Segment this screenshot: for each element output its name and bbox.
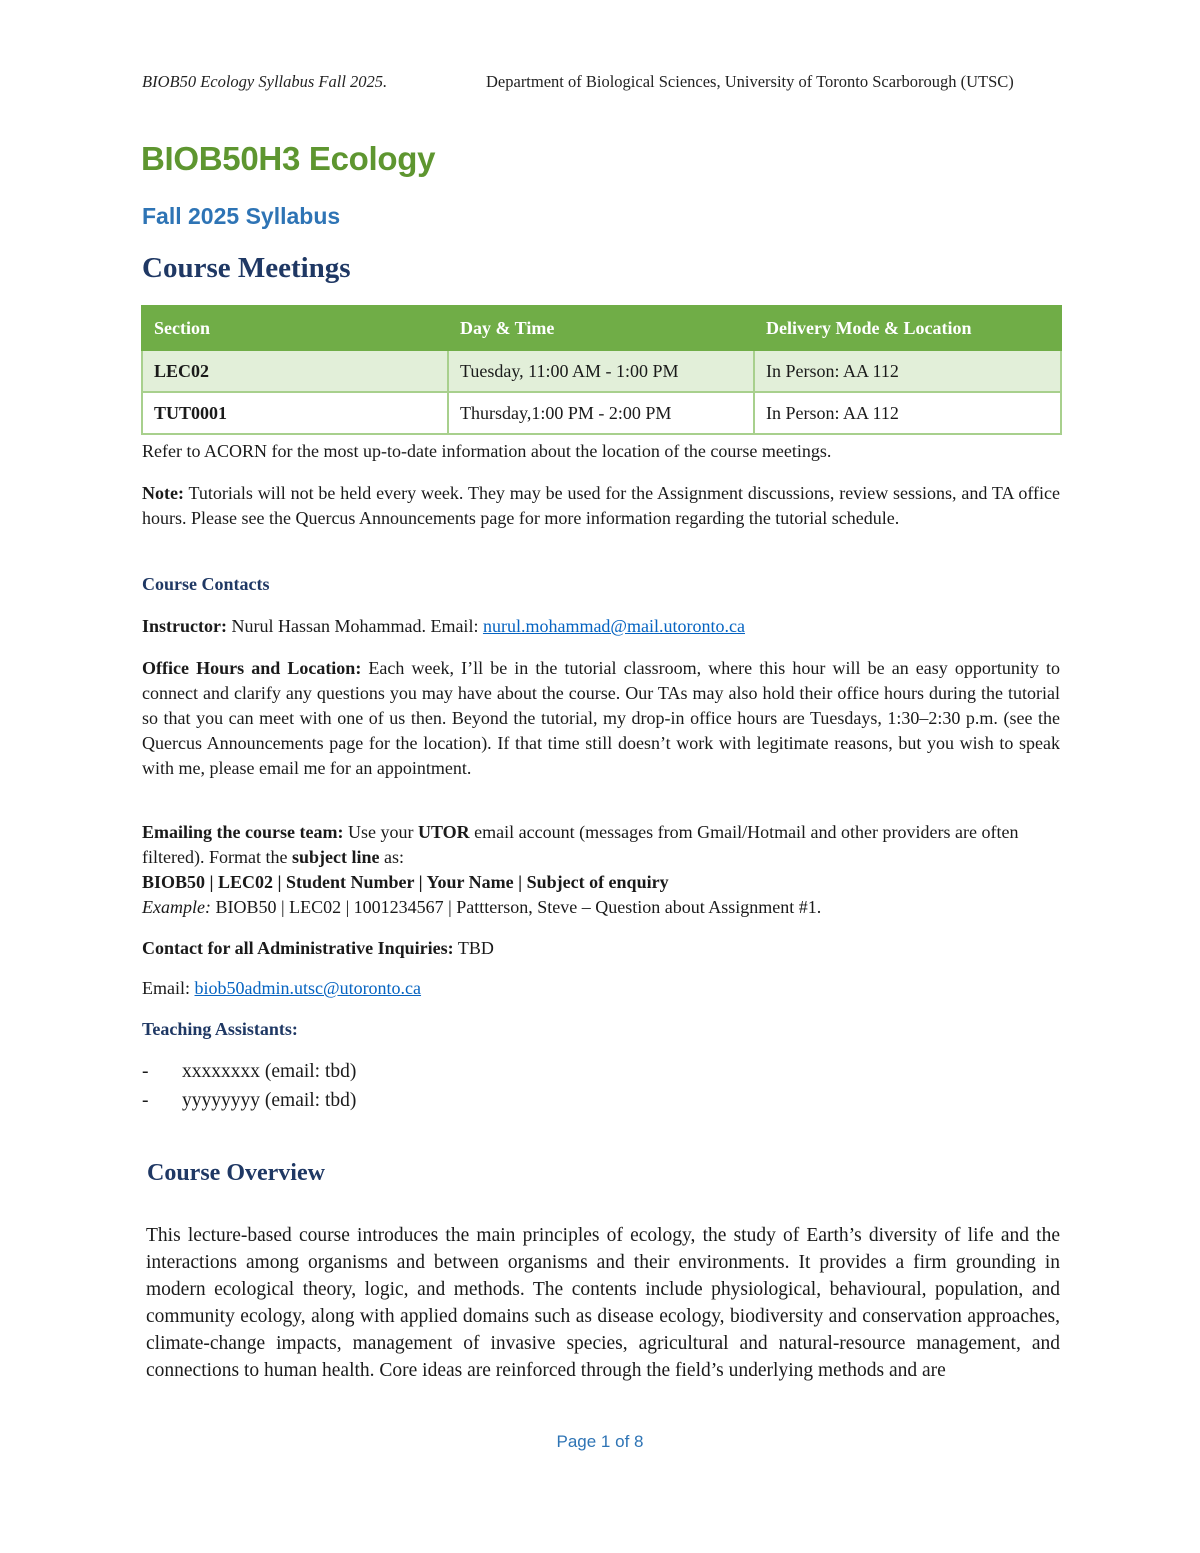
- tutorial-note: [142, 481, 1060, 531]
- column-header-delivery: Delivery Mode & Location: [754, 306, 1061, 350]
- admin-label: Contact for all Administrative Inquiries:: [142, 938, 454, 958]
- list-item: [142, 1057, 356, 1086]
- document-subtitle: Fall 2025 Syllabus: [142, 203, 341, 229]
- emailing-text: email account (messages from Gmail/Hotmail and other providers are often filtered). Format the: [142, 822, 1019, 867]
- cell-day-time: Tuesday, 11:00 AM - 1:00 PM: [448, 350, 754, 392]
- header-department: Department of Biological Sciences, University of Toronto Scarborough (UTSC): [486, 72, 1014, 91]
- page-footer: [0, 1432, 1200, 1452]
- table-row: [142, 350, 1061, 392]
- course-meetings-table: [141, 305, 1062, 435]
- office-hours-text: Each week, I’ll be in the tutorial classroom, where this hour will be an easy opportunity to connect and clarify any questions you may have about the course. Our TAs may also hold their office hours during the tutorial so that you can meet with one of us then. Beyond the tutorial, my drop-in office hours are Tuesdays, 1:30–2:30 p.m. (see the Quercus Announcements page for the location). If that time still doesn’t work with legitimate reasons, but you wish to speak with me, please email me for an appointment.: [142, 658, 1061, 778]
- acorn-note: Refer to ACORN for the most up-to-date information about the location of the course meetings.: [142, 441, 832, 461]
- column-header-section: Section: [142, 306, 448, 350]
- admin-email-line: [142, 976, 1060, 1001]
- admin-email-label: Email:: [142, 978, 195, 998]
- list-item: [142, 1086, 356, 1115]
- course-meetings-heading: Course Meetings: [142, 252, 351, 284]
- teaching-assistants-list: [142, 1057, 356, 1115]
- table-row: [142, 392, 1061, 434]
- emailing-text: as:: [379, 847, 404, 867]
- cell-section: LEC02: [142, 350, 448, 392]
- emailing-text: Use your: [343, 822, 418, 842]
- note-label: Note:: [142, 483, 184, 503]
- example-text: BIOB50 | LEC02 | 1001234567 | Pattterson, Steve – Question about Assignment #1.: [210, 897, 822, 917]
- ta-entry: yyyyyyyy (email: tbd): [182, 1090, 357, 1111]
- subject-format: BIOB50 | LEC02 | Student Number | Your Name | Subject of enquiry: [142, 872, 669, 892]
- utor-label: UTOR: [417, 822, 470, 842]
- course-overview-paragraph: This lecture-based course introduces the main principles of ecology, the study of Earth’s diversity of life and the interactions among organisms and between organisms and their environments. It provides a firm grounding in modern ecological theory, logic, and methods. The contents include physiological, behavioural, population, and community ecology, along with applied domains such as disease ecology, biodiversity and conservation approaches, climate-change impacts, management of invasive species, agricultural and natural-resource management, and connections to human health. Core ideas are reinforced through the field’s underlying methods and are: [146, 1225, 1060, 1381]
- page-word: Page: [556, 1432, 597, 1451]
- subject-line-label: subject line: [291, 847, 380, 867]
- list-dash: -: [142, 1090, 149, 1111]
- instructor-text: Nurul Hassan Mohammad. Email:: [226, 616, 483, 636]
- table-header-row: [142, 306, 1061, 350]
- document-title: BIOB50H3 Ecology: [141, 140, 436, 177]
- cell-delivery: In Person: AA 112: [754, 350, 1061, 392]
- header-course-label: BIOB50 Ecology Syllabus Fall 2025.: [142, 72, 388, 91]
- office-hours-label: Office Hours and Location:: [142, 658, 362, 678]
- admin-text: TBD: [453, 938, 494, 958]
- note-text: Tutorials will not be held every week. They may be used for the Assignment discussions, review sessions, and TA office hours. Please see the Quercus Announcements page for more information regarding the tutorial schedule.: [142, 483, 1060, 528]
- cell-section: TUT0001: [142, 392, 448, 434]
- cell-delivery: In Person: AA 112: [754, 392, 1061, 434]
- instructor-line: [142, 614, 1060, 639]
- emailing-paragraph: [142, 820, 1060, 920]
- instructor-label: Instructor:: [142, 616, 227, 636]
- course-contacts-heading: Course Contacts: [142, 574, 270, 594]
- course-overview-heading: Course Overview: [147, 1160, 325, 1186]
- column-header-day-time: Day & Time: [448, 306, 754, 350]
- teaching-assistants-heading: Teaching Assistants:: [142, 1019, 298, 1039]
- office-hours-paragraph: [142, 656, 1060, 781]
- cell-day-time: Thursday,1:00 PM - 2:00 PM: [448, 392, 754, 434]
- page-number: 1: [600, 1432, 611, 1451]
- list-dash: -: [142, 1061, 149, 1082]
- admin-email-link[interactable]: biob50admin.utsc@utoronto.ca: [194, 978, 422, 998]
- emailing-label: Emailing the course team:: [142, 822, 344, 842]
- ta-entry: xxxxxxxx (email: tbd): [182, 1061, 357, 1082]
- of-word: of: [615, 1432, 630, 1451]
- example-label: Example:: [142, 897, 211, 917]
- admin-contact-line: [142, 936, 1060, 961]
- page-total: 8: [634, 1432, 644, 1451]
- instructor-email-link[interactable]: nurul.mohammad@mail.utoronto.ca: [482, 616, 745, 636]
